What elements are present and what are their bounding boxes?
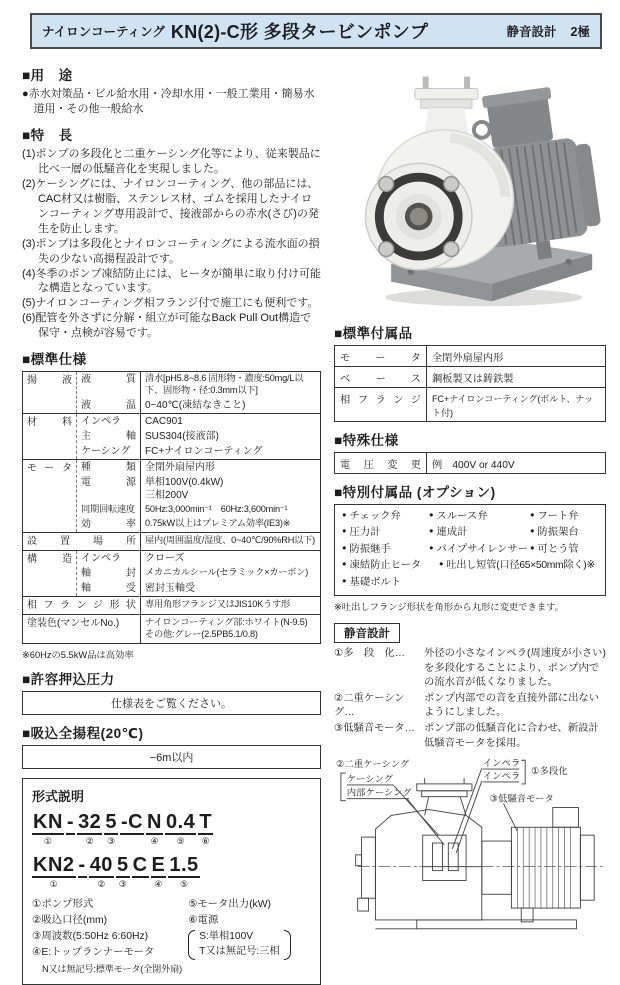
quiet-item — [334, 647, 606, 690]
legend-item: ③周波数(5:50Hz 6:60Hz) — [32, 931, 149, 943]
legend-subitem: N又は無記号:標準モータ(全閉外扇) — [42, 963, 182, 974]
option-item: ● スルース弁 — [429, 509, 530, 525]
quiet-design-label: 静音設計 — [334, 623, 400, 643]
legend-item: ②吸込口径(mm) — [32, 915, 108, 927]
spec-value: メカニカルシール(セラミック×カーボン) — [145, 567, 309, 578]
eye-bolt — [474, 122, 490, 138]
table-row — [23, 372, 320, 413]
acc-key: 相フランジ — [335, 388, 427, 421]
option-item: ● 基礎ボルト — [342, 575, 401, 591]
model-box-title: 形式説明 — [32, 789, 85, 805]
accessories-table — [334, 345, 606, 422]
spec-cat: 構造 — [23, 551, 77, 596]
page-title: KN(2)-C形 多段タービンポンプ — [170, 22, 429, 42]
legend-paren-line: T又は無記号:三相 — [199, 946, 280, 958]
diagram-label-motor: ③低騒音モータ — [489, 793, 554, 804]
table-row — [23, 614, 320, 643]
quiet-desc: ポンプ内部での音を直接外部に出ないようにしました。 — [424, 692, 600, 719]
spec-value: 全閉外扇屋内形 — [145, 462, 215, 474]
special-spec-table — [334, 452, 606, 474]
legend-paren-line: S:単相100V — [199, 931, 254, 943]
spec-cat: 揚液 — [23, 372, 77, 413]
special-value: 例 400V or 440V — [432, 459, 515, 471]
spec-value: 単相100V(0.4kW) 三相200V — [145, 477, 224, 502]
table-row — [23, 459, 320, 532]
spec-key: 軸受 — [77, 581, 141, 596]
options-box — [334, 504, 606, 596]
quiet-desc: 外径の小さなインペラ(周速度が小さい)を多段化することにより、ポンプ内での流水音が低くなりました。 — [424, 648, 606, 688]
spec-key: 塗装色(マンセルNo.) — [23, 615, 141, 643]
inlet-pressure-heading: ■許容押込圧力 — [22, 672, 115, 688]
table-row — [23, 413, 320, 459]
badge-poles: 2極 — [570, 25, 590, 39]
special-key: 電圧変更 — [335, 453, 427, 473]
option-item: ● 防振継手 — [342, 542, 429, 558]
diagram-label-impeller: インペラ — [482, 757, 521, 768]
legend-item: ⑥電源 — [188, 915, 219, 927]
spec-footnote: ※60Hzの5.5kW品は高効率 — [22, 650, 134, 661]
spec-key: 電源 — [77, 475, 141, 503]
spec-value: CAC901 — [145, 416, 183, 428]
accessories-heading: ■標準付属品 — [334, 326, 413, 341]
spec-value: 0.75kW以上はプレミアム効率(IE3)※ — [145, 518, 291, 529]
left-column — [22, 57, 321, 985]
model-code-box — [22, 778, 321, 985]
acc-value: 全閉外扇屋内形 — [432, 352, 504, 364]
option-item: ● 吐出し短管(口径65×50mm除く)※ — [439, 558, 598, 574]
acc-value: FC+ナイロンコーティング(ボルト、ナット付) — [432, 393, 594, 418]
spec-key: 同期回転速度 — [77, 503, 141, 517]
diagram-label-inner-casing: 内部ケーシング — [346, 787, 412, 798]
feature-item: (5)ナイロンコーティング相フランジ付で施工にも便利です。 — [22, 297, 319, 310]
table-row — [23, 532, 320, 550]
spec-value: 0~40℃(凍結なきこと) — [145, 400, 246, 412]
suction-head-heading: ■吸込全揚程(20℃) — [22, 726, 144, 742]
quiet-item — [334, 722, 606, 750]
title-prefix: ナイロンコーティング — [42, 25, 165, 39]
sectional-diagram — [334, 755, 606, 935]
feature-item: (2)ケーシングには、ナイロンコーティング、他の部品には、CAC材又は樹脂、ステンレス材、ゴムを採用したナイロンコーティング専用設計で、接液部からの赤水(さび)の発生を防止します。 — [22, 177, 319, 235]
spec-value: FC+ナイロンコーティング — [145, 446, 263, 458]
usage-heading: ■用 途 — [22, 68, 73, 83]
spec-key: 設置場所 — [23, 533, 141, 550]
option-item: ● パイプサイレンサー — [429, 542, 530, 558]
table-row — [335, 453, 605, 473]
suction-flange — [366, 163, 472, 269]
spec-key: 液温 — [77, 398, 141, 413]
features-heading: ■特 長 — [22, 127, 73, 143]
spec-key: 軸封 — [77, 566, 141, 581]
option-item: ● 防振架台 — [530, 525, 598, 541]
legend-item: ⑤モータ出力(kW) — [188, 899, 272, 911]
legend-item: ④E:トップランナーモータ — [32, 947, 155, 959]
title-badges — [507, 22, 590, 40]
acc-key: モータ — [335, 346, 427, 366]
feature-item: (6)配管を外さずに分解・組立が可能なBack Pull Out構造で保守・点検が容易です。 — [22, 312, 312, 340]
close-paren-shape — [284, 930, 291, 960]
spec-value: SUS304(接液部) — [145, 431, 219, 443]
diagram-label-dual-casing: ②二重ケーシング — [335, 758, 410, 769]
quiet-term: ①多 段 化… — [334, 648, 406, 660]
table-row — [335, 387, 605, 421]
usage-text: ●赤水対策品・ビル給水用・冷却水用・一般工業用・簡易水道用・その他一般給水 — [22, 88, 315, 115]
spec-value: 清水[pH5.8~8.6 固形物・濃度:50mg/L以下、固形物・径:0.3mm以下] — [145, 373, 304, 396]
legend-item: ①ポンプ形式 — [32, 899, 94, 911]
special-spec-heading: ■特殊仕様 — [334, 433, 399, 448]
spec-table — [22, 371, 321, 644]
spec-key: 種類 — [77, 460, 141, 475]
quiet-desc: ポンプ部の低騒音化に合わせ、新設計低騒音モータを採用。 — [424, 723, 599, 749]
acc-value: 鋼板製又は鋳鉄製 — [432, 373, 514, 385]
quiet-item — [334, 692, 606, 720]
option-item: ● チェック弁 — [342, 509, 429, 525]
legend-paren-group — [188, 930, 311, 960]
diagram-label-multistage: ①多段化 — [531, 765, 568, 776]
content-columns — [0, 57, 620, 985]
table-row — [335, 366, 605, 387]
option-item: ● 可とう管 — [530, 542, 598, 558]
spec-heading: ■標準仕様 — [22, 352, 87, 368]
option-item: ● 連成計 — [429, 525, 530, 541]
spec-key: ケーシング — [77, 444, 141, 459]
spec-key: インペラ — [77, 551, 141, 566]
suction-head-value: −6m以内 — [22, 745, 321, 769]
option-item: ● フート弁 — [530, 509, 598, 525]
badge-silent-design: 静音設計 — [506, 25, 557, 39]
spec-value: ナイロンコーティング部:ホワイト(N-9.5) その他:グレー(2.5PB5.1/0.8) — [145, 617, 308, 640]
quiet-term: ③低騒音モータ… — [334, 723, 415, 735]
options-heading: ■特別付属品 (オプション) — [334, 485, 496, 500]
product-photo — [334, 59, 606, 315]
spec-value: 50Hz:3,000min⁻¹ 60Hz:3,600min⁻¹ — [145, 504, 288, 515]
spec-key: 相フランジ形状 — [23, 597, 141, 614]
table-row — [335, 346, 605, 366]
spec-key: 効率 — [77, 517, 141, 532]
diagram-label-impeller: インペラ — [482, 770, 521, 781]
right-column — [334, 57, 606, 985]
open-paren-shape — [188, 930, 195, 960]
option-item: ● 凍結防止ヒータ — [342, 558, 439, 574]
spec-key: インペラ — [77, 414, 141, 429]
table-row — [23, 596, 320, 614]
inlet-pressure-value: 仕様表をご覧ください。 — [22, 691, 321, 715]
spec-value: 屋内(周囲温度/湿度、0~40℃/90%RH以下) — [145, 535, 315, 546]
spec-cat: 材料 — [23, 414, 77, 459]
spec-key: 液質 — [77, 372, 141, 398]
feature-item: (4)冬季のポンプ凍結防止には、ヒータが簡単に取り付け可能な構造となっています。 — [22, 267, 322, 295]
options-footnote: ※吐出しフランジ形状を角形から丸形に変更できます。 — [334, 602, 564, 613]
feature-item: (3)ポンプは多段化とナイロンコーティングによる流水面の損失の少ない高揚程設計です。 — [22, 237, 320, 265]
catalog-page — [0, 13, 620, 974]
title-bar — [30, 13, 602, 49]
spec-cat: モータ — [23, 460, 77, 532]
model-code-2: KN2 ① - 40 ② 5 ③ C E ④ 1.5 ⑤ — [33, 854, 199, 890]
option-item: ● 圧力計 — [342, 525, 429, 541]
quiet-term: ②二重ケーシング… — [334, 692, 405, 719]
model-code-1: KN ① - 32 ② 5 ③ -C N ④ 0.4 ⑤ T ⑥ — [33, 811, 213, 847]
model-code-legend — [32, 897, 311, 976]
spec-value: 密封玉軸受 — [145, 583, 195, 595]
spec-value: 専用角形フランジ又はJIS10Kうす形 — [145, 599, 291, 610]
spec-key: 主軸 — [77, 429, 141, 444]
acc-key: ベース — [335, 367, 427, 387]
feature-item: (1)ポンプの多段化と二重ケーシング化等により、従来製品に比べ一層の低騒音化を実現しました。 — [22, 147, 321, 175]
table-row — [23, 550, 320, 596]
diagram-label-casing: ケーシング — [346, 773, 394, 784]
spec-value: クローズ — [145, 553, 185, 565]
